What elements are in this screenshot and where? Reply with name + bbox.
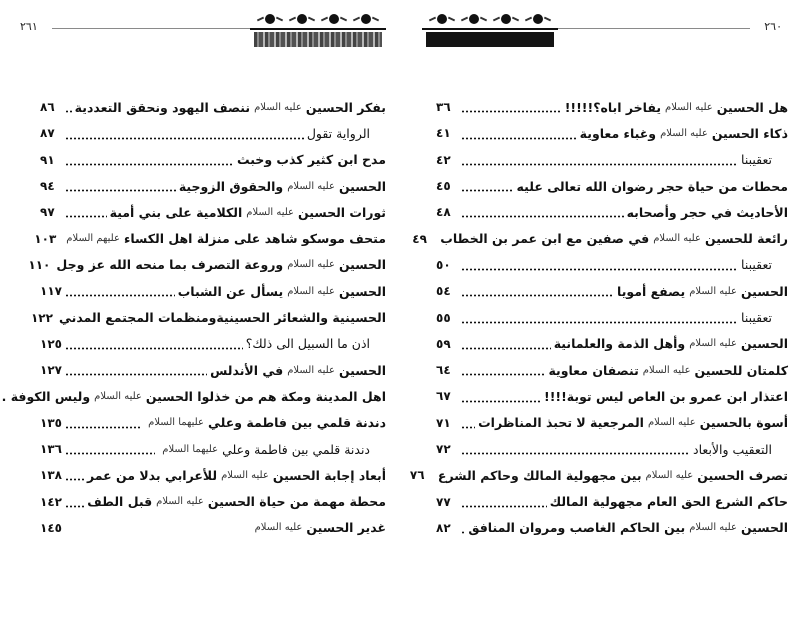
honorific-calligraphy-icon: عليه السلام (221, 469, 269, 481)
toc-entry-title (57, 310, 386, 325)
toc-entry-page-number: ٨٦ (40, 100, 55, 115)
toc-entry[interactable] (436, 357, 788, 383)
dot-leader (461, 137, 577, 140)
entry-title-rest: وأهل الذمة والعلمانية (553, 336, 686, 352)
dot-leader (461, 505, 547, 508)
honorific-calligraphy-icon: عليه السلام (689, 285, 737, 297)
dot-leader (461, 110, 562, 113)
toc-entry-page-number: ٨٢ (436, 520, 451, 535)
toc-entry-page-number: ٨٧ (40, 126, 55, 141)
toc-entry-page-number: ٧٧ (436, 494, 451, 509)
header-rule (551, 28, 750, 29)
toc-entry[interactable] (436, 278, 788, 304)
dot-leader (65, 426, 141, 429)
toc-entry[interactable] (34, 225, 386, 251)
toc-entry-page-number: ٦٤ (436, 363, 451, 378)
toc-entry-page-number: ١٠٣ (34, 231, 57, 246)
toc-entry-page-number: ١٢٥ (40, 336, 62, 351)
toc-entry-title (739, 257, 788, 272)
dot-leader (461, 426, 475, 429)
honorific-calligraphy-icon: عليه السلام (645, 469, 694, 481)
dot-leader (65, 373, 207, 376)
left-page-number: ٢٦١ (20, 20, 38, 33)
dot-leader (461, 373, 545, 376)
toc-entry[interactable] (40, 331, 386, 357)
dot-leader (65, 110, 72, 113)
entry-title-text: تعقيبنا (741, 152, 772, 168)
toc-entry[interactable] (436, 331, 788, 357)
toc-entry-title (546, 363, 788, 378)
toc-list-left (1, 94, 386, 541)
toc-entry-title (142, 415, 386, 430)
entry-title-text: الحسين (740, 520, 788, 536)
toc-entry-page-number: ١٢٧ (40, 363, 62, 378)
toc-entry-page-number: ١١٧ (40, 284, 62, 299)
toc-entry[interactable] (40, 120, 386, 146)
toc-entry-page-number: ١٤٥ (40, 520, 62, 535)
entry-title-rest: ننصف اليهود ونحقق التعددية (74, 99, 251, 115)
toc-entry[interactable] (436, 252, 788, 278)
entry-title-text: الأحاديث في حجر وأصحابه (626, 204, 788, 220)
dot-leader (461, 215, 624, 218)
entry-title-text: مدح ابن كثير كذب وخبث (236, 152, 386, 168)
toc-entry-page-number: ٧١ (436, 415, 451, 430)
dot-leader (65, 505, 84, 508)
entry-title-rest: يفاخر اباه؟!!!!! (564, 99, 662, 115)
toc-entry-page-number: ٤٢ (436, 152, 451, 167)
toc-entry-title (85, 494, 386, 509)
right-page-number: ٢٦٠ (764, 20, 782, 33)
honorific-calligraphy-icon: عليه السلام (254, 101, 302, 113)
entry-title-text: هل الحسين (716, 99, 788, 115)
toc-entry-page-number: ٤٨ (436, 205, 451, 220)
dot-leader (65, 531, 248, 534)
dot-leader (461, 189, 514, 192)
toc-entry-title (208, 363, 386, 378)
toc-entry-title (438, 231, 788, 246)
toc-entry[interactable] (30, 304, 386, 330)
toc-entry[interactable] (436, 173, 788, 199)
entry-title-text: متحف موسكو شاهد على منزلة اهل الكساء (123, 231, 386, 247)
toc-list-right (409, 94, 788, 541)
entry-title-text: ثورات الحسين (298, 204, 386, 220)
dot-leader (461, 163, 738, 166)
toc-entry[interactable] (1, 383, 386, 409)
toc-entry[interactable] (40, 173, 386, 199)
toc-entry-page-number: ٩٤ (40, 179, 55, 194)
toc-entry-title (436, 468, 788, 483)
entry-title-text: الحسين (740, 283, 788, 299)
toc-entry-title (563, 100, 788, 115)
toc-entry-title (466, 520, 788, 535)
header-rule (52, 28, 256, 29)
toc-entry-title (615, 284, 788, 299)
honorific-calligraphy-icon: عليه السلام (660, 127, 708, 139)
honorific-calligraphy-icon: عليه السلام (246, 206, 295, 218)
toc-entry-title (0, 389, 386, 404)
honorific-calligraphy-icon: عليه السلام (689, 522, 737, 534)
toc-entry[interactable] (40, 488, 386, 514)
entry-title-rest: وروعة التصرف بما منحه الله عز وجل (56, 257, 284, 273)
entry-title-text: اهل المدينة ومكة هم من خذلوا الحسين (145, 388, 386, 404)
entry-title-text: الحسين (740, 336, 788, 352)
entry-title-text: اذن ما السبيل الى ذلك؟ (245, 336, 370, 352)
toc-entry[interactable] (40, 94, 386, 120)
dot-leader (461, 347, 551, 350)
toc-entry[interactable] (409, 462, 788, 488)
entry-title-text: محطة مهمة من حياة الحسين (207, 494, 386, 510)
entry-title-rest: يصفع أمويا (617, 283, 686, 299)
toc-entry-page-number: ٤٩ (412, 231, 427, 246)
toc-entry-page-number: ٥٠ (436, 257, 451, 272)
honorific-calligraphy-icon: عليهما السلام (162, 443, 219, 455)
toc-entry-page-number: ١٢٢ (30, 310, 53, 325)
toc-entry-title (625, 205, 788, 220)
toc-entry[interactable] (40, 357, 386, 383)
toc-entry-page-number: ٥٥ (436, 310, 451, 325)
toc-entry[interactable] (40, 147, 386, 173)
toc-entry[interactable] (412, 225, 788, 251)
toc-entry-title (60, 231, 386, 246)
toc-entry[interactable] (28, 252, 386, 278)
toc-entry[interactable] (40, 278, 386, 304)
toc-entry-page-number: ٥٩ (436, 336, 451, 351)
toc-entry[interactable] (436, 120, 788, 146)
honorific-calligraphy-icon: عليه السلام (653, 233, 701, 245)
floral-ornament-icon (254, 10, 382, 50)
toc-entry-page-number: ١١٠ (28, 257, 51, 272)
toc-entry-page-number: ٣٦ (436, 100, 451, 115)
toc-entry[interactable] (436, 304, 788, 330)
entry-title-rest: الكلامية على بني أمية (109, 204, 243, 220)
entry-title-text: غدير الحسين (306, 520, 386, 536)
toc-entry-page-number: ١٤٢ (40, 494, 62, 509)
honorific-calligraphy-icon: عليه السلام (287, 285, 335, 297)
honorific-calligraphy-icon: عليه السلام (689, 338, 737, 350)
toc-entry-title (515, 179, 788, 194)
honorific-calligraphy-icon: عليه السلام (665, 101, 713, 113)
entry-title-text: حاكم الشرع الحق العام مجهولية المالك (549, 494, 788, 510)
toc-entry-title (244, 336, 386, 351)
honorific-calligraphy-icon: عليه السلام (287, 259, 335, 271)
entry-title-text: تعقيبنا (741, 310, 772, 326)
dot-leader (65, 294, 175, 297)
toc-entry[interactable] (436, 410, 788, 436)
toc-entry-title (476, 415, 788, 430)
entry-title-rest: والحقوق الزوجية (178, 178, 284, 194)
entry-title-rest: بين مجهولية المالك وحاكم الشرع (437, 467, 642, 483)
toc-entry-page-number: ٧٦ (409, 468, 425, 483)
entry-title-text: أبعاد إجابة الحسين (272, 467, 386, 483)
entry-title-rest: قبل الطف (87, 494, 153, 510)
toc-entry-page-number: ٩٧ (40, 205, 55, 220)
entry-title-text: التعقيب والأبعاد (693, 441, 772, 457)
entry-title-text: كلمتان للحسين (694, 362, 788, 378)
dot-leader (461, 294, 614, 297)
toc-entry-title (73, 100, 386, 115)
entry-title-text: الحسين (338, 362, 386, 378)
right-page (406, 0, 812, 640)
entry-title-text: ذكاء الحسين (711, 125, 788, 141)
entry-title-text: تصرف الحسين (697, 467, 788, 483)
dot-leader (65, 452, 155, 455)
toc-entry-title (552, 336, 788, 351)
dot-leader (65, 478, 84, 481)
toc-entry-page-number: ٤١ (436, 126, 451, 141)
honorific-calligraphy-icon: عليه السلام (642, 364, 691, 376)
entry-title-text: الحسين (338, 257, 386, 273)
dot-leader (461, 268, 738, 271)
entry-title-rest: وغباء معاوية (579, 125, 657, 141)
toc-entry[interactable] (40, 436, 386, 462)
toc-entry-page-number: ٦٧ (436, 389, 451, 404)
entry-title-text: الحسين (338, 283, 386, 299)
toc-entry-page-number: ١٣٨ (40, 468, 62, 483)
toc-entry-title (249, 520, 386, 535)
honorific-calligraphy-icon: عليه السلام (254, 522, 303, 534)
dot-leader (65, 189, 176, 192)
toc-entry-page-number: ٥٤ (436, 284, 451, 299)
honorific-calligraphy-icon: عليهم السلام (66, 233, 120, 245)
entry-title-text: رائعة للحسين (704, 231, 788, 247)
toc-entry[interactable] (436, 147, 788, 173)
entry-title-text: الرواية تقول (306, 125, 370, 141)
toc-entry-page-number: ٩١ (40, 152, 55, 167)
toc-entry[interactable] (436, 94, 788, 120)
entry-title-text: دندنة قلمي بين فاطمة وعلي (207, 415, 386, 431)
entry-title-rest: في صفين مع ابن عمر بن الخطاب (440, 231, 650, 247)
dot-leader (461, 400, 541, 403)
entry-title-text: أسوة بالحسين (699, 415, 788, 431)
toc-entry-title (85, 468, 386, 483)
toc-entry-title (156, 442, 386, 457)
entry-title-text: محطات من حياة حجر رضوان الله تعالى عليه (516, 178, 788, 194)
entry-title-text: الحسينية والشعائر الحسينيةومنظمات المجتمع المدني (58, 310, 386, 326)
toc-entry[interactable] (436, 383, 788, 409)
dot-leader (65, 347, 243, 350)
toc-entry-title (305, 126, 386, 141)
entry-title-rest: في الأندلس (210, 362, 284, 378)
toc-entry[interactable] (436, 199, 788, 225)
dot-leader (461, 321, 738, 324)
toc-entry-title (739, 152, 788, 167)
toc-entry-title (177, 179, 386, 194)
entry-title-rest: وليس الكوفة . (1, 388, 91, 404)
toc-entry-page-number: ١٣٦ (40, 442, 62, 456)
floral-ornament-icon (426, 10, 554, 50)
dot-leader (65, 137, 304, 140)
honorific-calligraphy-icon: عليه السلام (94, 390, 142, 402)
toc-entry[interactable] (40, 199, 386, 225)
entry-title-rest: للأعرابي بدلا من عمر (86, 467, 218, 483)
toc-entry-title (176, 284, 386, 299)
entry-title-rest: المرجعية لا تحبذ المناظرات (478, 415, 644, 431)
honorific-calligraphy-icon: عليه السلام (287, 180, 335, 192)
honorific-calligraphy-icon: عليه السلام (287, 364, 335, 376)
toc-entry-title (235, 152, 386, 167)
entry-title-text: دندنة قلمي بين فاطمة وعلي (222, 441, 370, 457)
honorific-calligraphy-icon: عليه السلام (647, 417, 696, 429)
honorific-calligraphy-icon: عليهما السلام (148, 417, 204, 429)
entry-title-rest: يسأل عن الشباب (177, 283, 284, 299)
toc-entry-title (548, 494, 788, 509)
dot-leader (461, 531, 465, 534)
entry-title-rest: بين الحاكم الغاصب ومروان المنافق (468, 520, 686, 536)
toc-entry-title (54, 257, 386, 272)
toc-entry-title (108, 205, 386, 220)
toc-entry[interactable] (436, 515, 788, 541)
entry-title-rest: تنصفان معاوية (548, 362, 639, 378)
toc-entry-page-number: ٧٢ (436, 442, 451, 456)
dot-leader (65, 215, 107, 218)
honorific-calligraphy-icon: عليه السلام (156, 496, 204, 508)
toc-entry-title (542, 389, 788, 404)
toc-entry-title (691, 442, 788, 457)
toc-entry[interactable] (436, 436, 788, 462)
dot-leader (65, 163, 234, 166)
dot-leader (461, 452, 690, 455)
entry-title-text: تعقيبنا (741, 257, 772, 273)
toc-entry-page-number: ١٣٥ (40, 415, 62, 430)
entry-title-text: الحسين (338, 178, 386, 194)
toc-entry[interactable] (40, 462, 386, 488)
toc-entry-title (739, 310, 788, 325)
entry-title-text: اعتذار ابن عمرو بن العاص ليس توبة!!!! (544, 388, 788, 404)
toc-entry-title (578, 126, 788, 141)
toc-entry[interactable] (436, 488, 788, 514)
toc-entry[interactable] (40, 515, 386, 541)
toc-entry-page-number: ٤٥ (436, 179, 451, 194)
entry-title-text: بفكر الحسين (305, 99, 386, 115)
left-page-header (0, 0, 406, 60)
right-page-header (406, 0, 812, 60)
toc-entry[interactable] (40, 410, 386, 436)
